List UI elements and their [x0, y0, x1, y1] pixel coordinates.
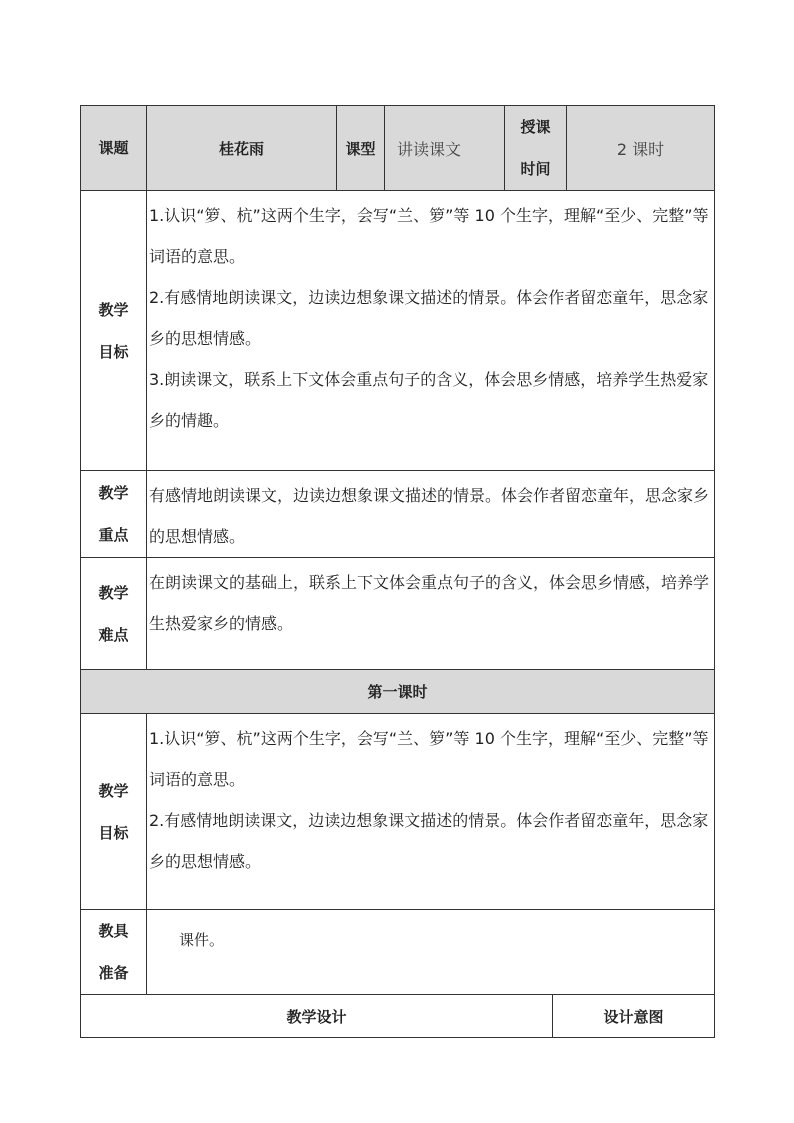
design-header-row [81, 995, 715, 1038]
header-row [81, 106, 715, 191]
goals-label-line-1: 教学 [98, 300, 129, 319]
lesson1-goal-item: 2.有感情地朗读课文，边读边想象课文描述的情景。体会作者留恋童年，思念家乡的思想情感。 [149, 811, 709, 871]
time-value: 2 课时 [567, 106, 715, 191]
topic-value: 桂花雨 [147, 106, 337, 191]
type-label: 课型 [337, 106, 385, 191]
lesson1-goals-row [81, 714, 715, 910]
difficulty-label-line-1: 教学 [98, 583, 129, 602]
lesson1-goals-label [81, 714, 147, 910]
lesson1-goal-item: 1.认识“箩、杭”这两个生字，会写“兰、箩”等 10 个生字，理解“至少、完整”等词语的意思。 [149, 729, 709, 789]
difficulty-text: 在朗读课文的基础上，联系上下文体会重点句子的含义，体会思乡情感，培养学生热爱家乡的情感。 [149, 573, 710, 633]
design-label: 教学设计 [81, 995, 553, 1038]
focus-row [81, 471, 715, 558]
goals-label [81, 191, 147, 471]
time-label-line-2: 时间 [520, 160, 551, 178]
goals-content [147, 191, 715, 471]
difficulty-content [147, 558, 715, 670]
type-value: 讲读课文 [385, 106, 505, 191]
time-label [505, 106, 567, 191]
goals-label-line-2: 目标 [98, 342, 129, 361]
focus-content [147, 471, 715, 558]
intent-label: 设计意图 [553, 995, 715, 1038]
lesson-plan-page [80, 105, 714, 1038]
goal-item: 3.朗读课文，联系上下文体会重点句子的含义，体会思乡情感，培养学生热爱家乡的情趣。 [149, 370, 709, 430]
lesson1-title-row [81, 670, 715, 714]
difficulty-label-line-2: 难点 [98, 625, 129, 644]
difficulty-label [81, 558, 147, 670]
tools-content [147, 910, 715, 995]
tools-label-line-2: 准备 [98, 964, 129, 982]
focus-label-line-1: 教学 [98, 484, 129, 502]
focus-text: 有感情地朗读课文，边读边想象课文描述的情景。体会作者留恋童年，思念家乡的思想情感。 [149, 486, 710, 546]
focus-label-line-2: 重点 [98, 526, 129, 544]
lesson1-goals-label-line-2: 目标 [98, 823, 129, 842]
topic-label: 课题 [81, 106, 147, 191]
lesson1-goals-content [147, 714, 715, 910]
difficulty-row [81, 558, 715, 670]
lesson1-goals-label-line-1: 教学 [98, 781, 129, 800]
goals-row [81, 191, 715, 471]
time-label-line-1: 授课 [520, 118, 551, 136]
goal-item: 1.认识“箩、杭”这两个生字，会写“兰、箩”等 10 个生字，理解“至少、完整”等词语的意思。 [149, 206, 709, 266]
design-header-table [80, 994, 715, 1038]
tools-label [81, 910, 147, 995]
tools-text: 课件。 [179, 931, 225, 949]
lesson-info-table [80, 105, 715, 995]
tools-label-line-1: 教具 [98, 922, 129, 940]
lesson1-title: 第一课时 [81, 670, 715, 714]
goal-item: 2.有感情地朗读课文，边读边想象课文描述的情景。体会作者留恋童年，思念家乡的思想情感。 [149, 288, 709, 348]
tools-row [81, 910, 715, 995]
focus-label [81, 471, 147, 558]
